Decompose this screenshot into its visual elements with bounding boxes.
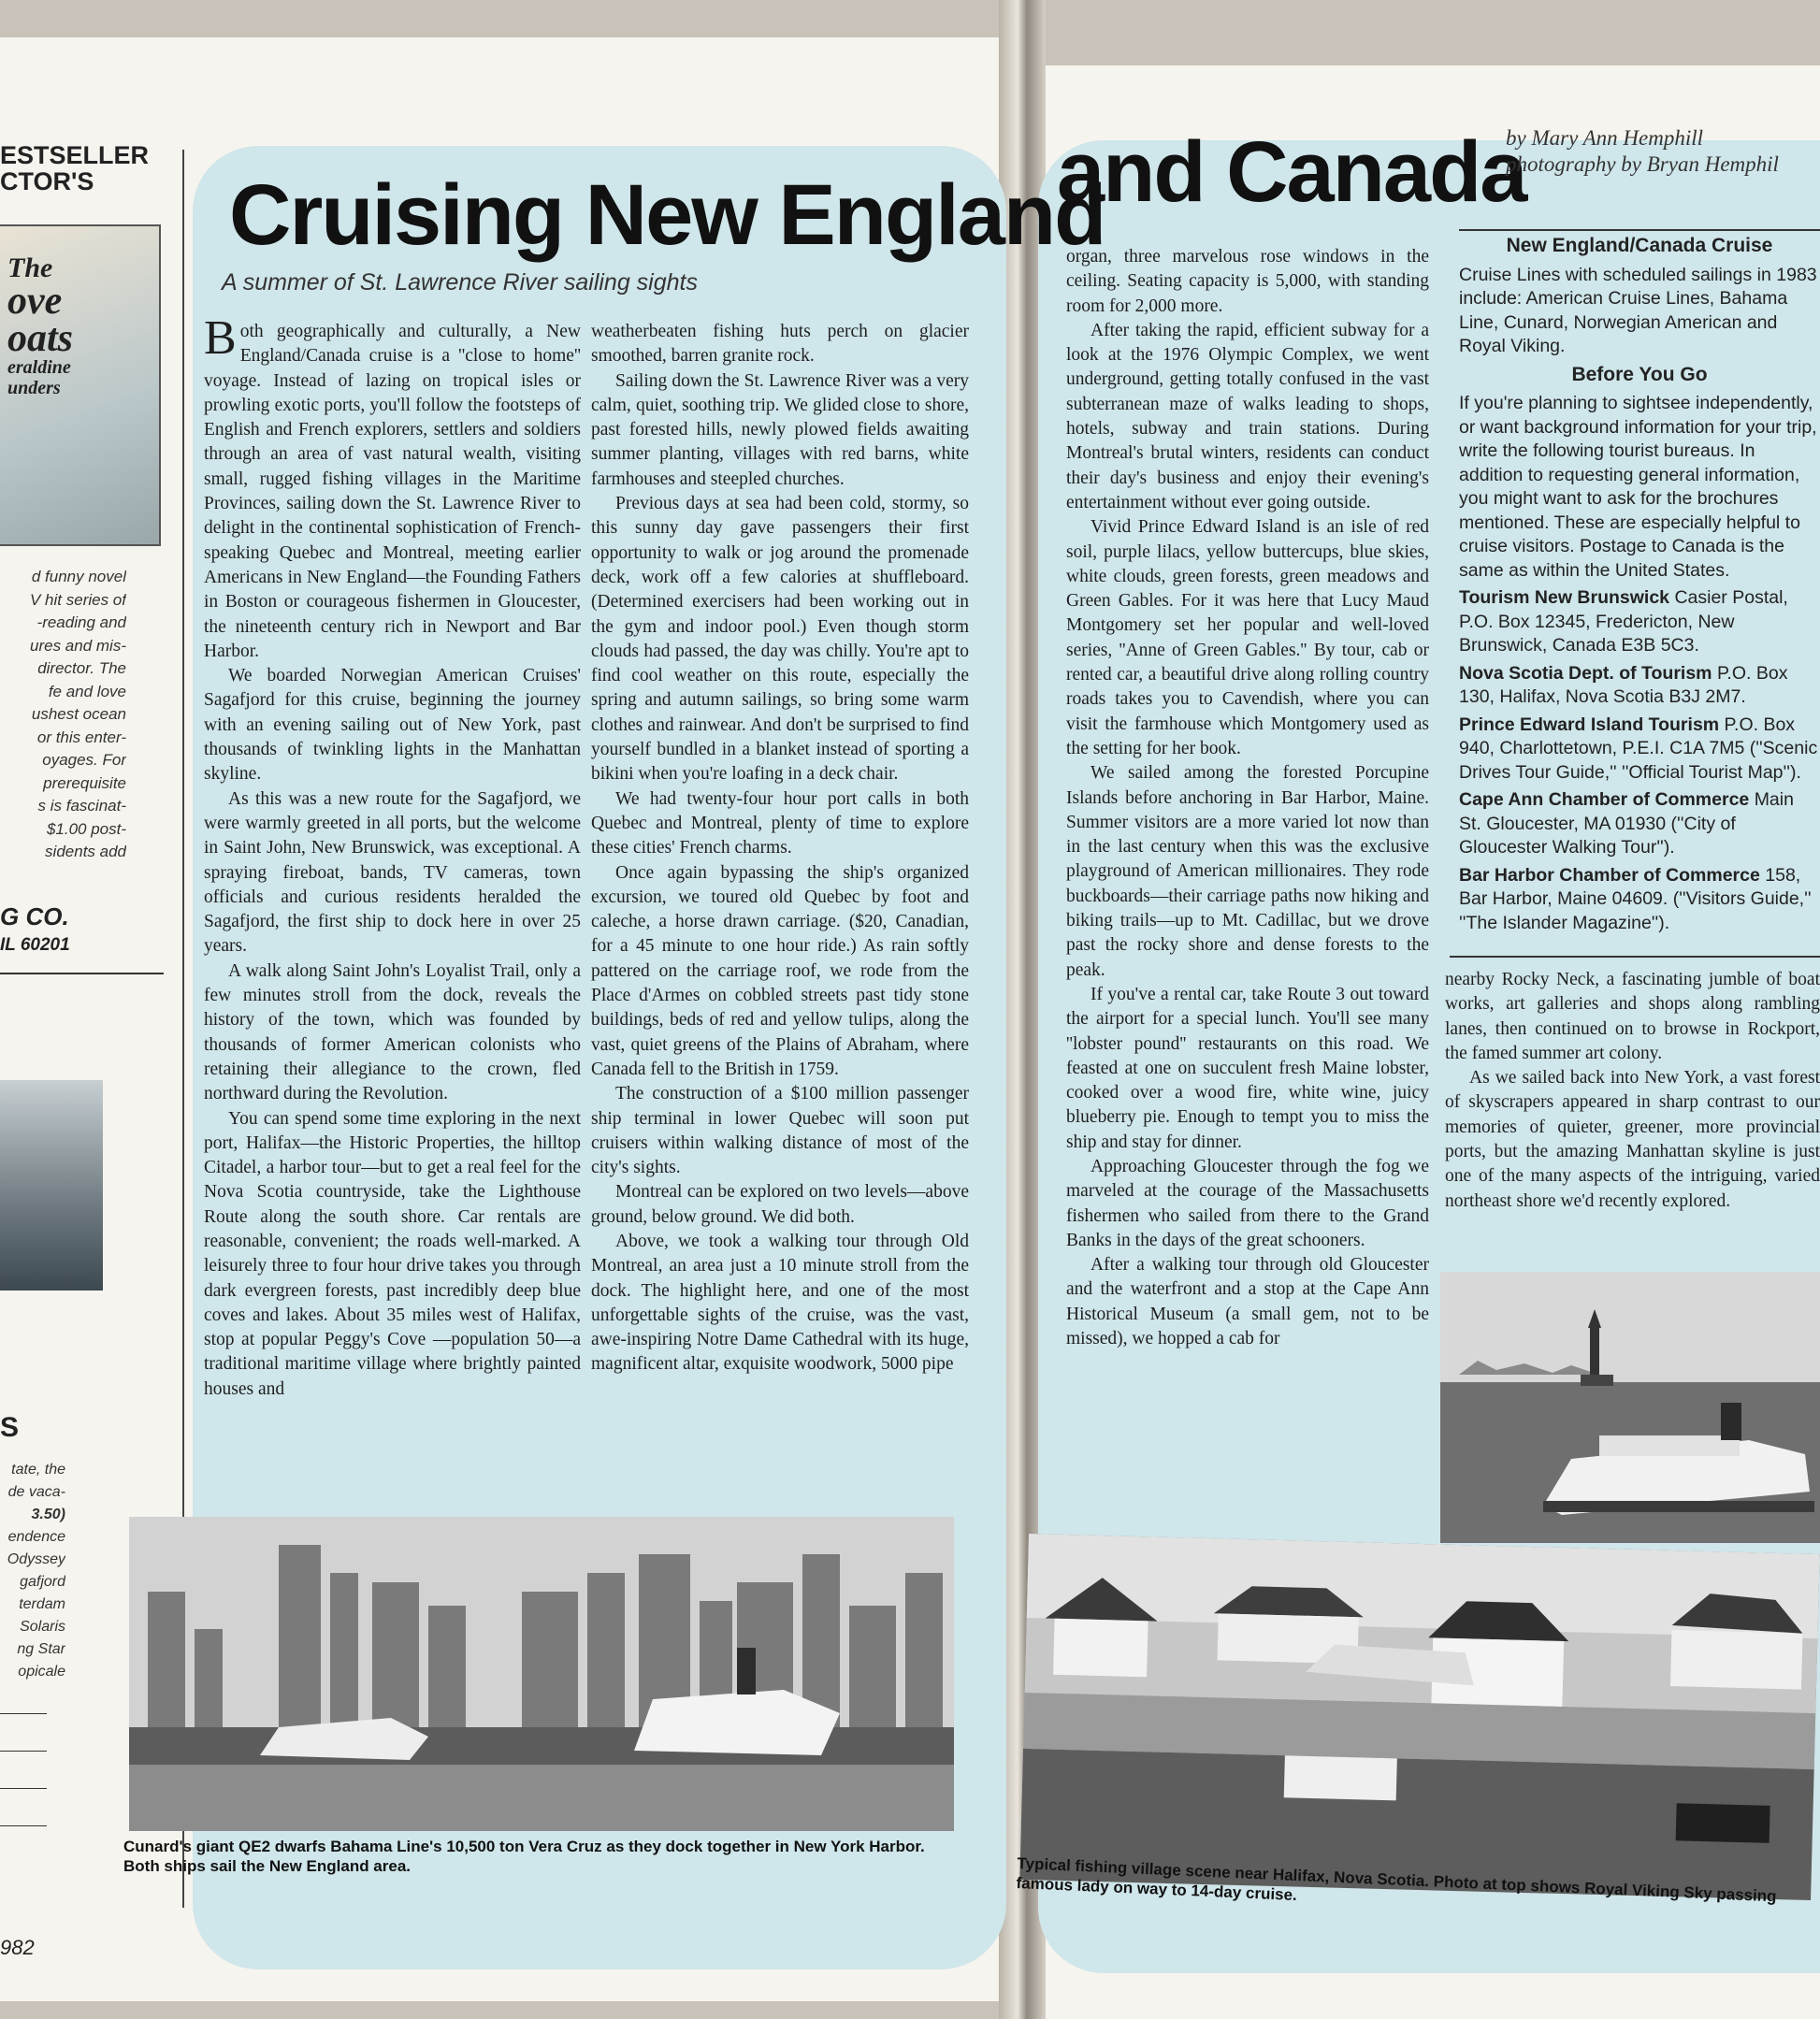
ad-blurb-line: ushest ocean <box>31 705 126 723</box>
sidebar-box <box>1459 230 1820 950</box>
ad-blurb-line: d funny novel <box>31 568 126 585</box>
paragraph: Above, we took a walking tour through Old Montreal, an area just a 10 minute stroll from the dock. The highlight here, and one of the most unforgettable sights of the cruise, was the vast, awe-inspiring Notre Dame Cathedral with its huge, magnificent altar, exquisite woodwork, 5000 pipe <box>591 1231 969 1375</box>
paragraph: Approaching Gloucester through the fog we marveled at the courage of the Massachusetts fishermen who sailed from there to the Grand Banks in the days of the great schooners. <box>1066 1156 1429 1250</box>
ad-ship-line: gafjord <box>20 1574 65 1590</box>
paragraph: We sailed among the forested Porcupine Islands before anchoring in Bar Harbor, Maine. Summer visitors are a more varied lot now than in the last century when this was the exclusive playground of American millionaires. They rode buckboards—their carriage paths now hiking and biking trails—up to Mt. Cadillac, but we drove past the rocky shore and dense forests to the peak. <box>1066 763 1429 980</box>
ad-blurb-line: -reading and <box>36 613 126 631</box>
sidebar-intro: Cruise Lines with scheduled sailings in 1983 include: American Cruise Lines, Bahama Line, Cunard, Norwegian American and Royal Viking. <box>1459 264 1817 356</box>
paragraph: Previous days at sea had been cold, stormy, so this sunny day gave passengers their first opportunity to walk or jog around the promenade deck, work off a few calories at shuffleboard. (Determined exercisers had been working out in the gym and indoor pool.) Even though storm clouds had passed, the day was chilly. You're apt to find cool weather on this route, especially the spring and autumn sailings, so bring some warm clothes and rainwear. And don't be surprised to find yourself bundled in a blanket instead of sporting a bikini when you're loafing in a deck chair. <box>591 494 969 785</box>
ad-blurb-line: prerequisite <box>43 773 126 792</box>
headline-part-2: and Canada <box>1057 124 1526 220</box>
ad-ship-line: Solaris <box>20 1619 65 1635</box>
sidebar-entry <box>1459 788 1820 860</box>
article-column-2 <box>591 320 969 1489</box>
paragraph: As we sailed back into New York, a vast forest of skyscrapers appeared in sharp contrast to our memories of quieter, greener, more provincial ports, but the amazing Manhattan skyline is just one of the many aspects of the intriguing, varied northeast shore we'd recently explored. <box>1445 1068 1820 1211</box>
article-column-3 <box>1066 245 1429 1526</box>
book-author-line-1: eraldine <box>7 357 71 378</box>
right-photo-caption: Typical fishing village scene near Halifax, Nova Scotia. Photo at top shows Royal Viking Sky passing famous lady on way to 14-day cruise. <box>1016 1853 1777 1906</box>
book-author-line-2: unders <box>7 378 61 398</box>
ad-blurb-line: oyages. For <box>42 751 126 769</box>
sidebar-entry <box>1459 662 1820 710</box>
paragraph: Vivid Prince Edward Island is an isle of red soil, purple lilacs, yellow buttercups, blue skies, white clouds, green forests, green meadows and Green Gables. For it was here that Lucy Maud Montgomery set her popular and well-loved series, ''Anne of Green Gables.'' By tour, cab or rented car, a beautiful drive along rolling country roads takes you to Cavendish, where you can visit the farmhouse which Montgomery used as the setting for her book. <box>1066 517 1429 758</box>
fishing-village-photo <box>1019 1534 1819 1900</box>
book-title-line-1: The <box>7 252 53 283</box>
ad-ship-line: opicale <box>18 1664 65 1680</box>
paragraph <box>204 320 581 664</box>
ad-ship-line: terdam <box>19 1596 65 1612</box>
entry-name: Nova Scotia Dept. of Tourism <box>1459 662 1712 684</box>
ad-ship-line: ng Star <box>17 1641 65 1657</box>
ad-ship-line: endence <box>7 1529 65 1545</box>
ad-blurb-line: fe and love <box>48 682 126 700</box>
entry-detail: 158, Bar Harbor, Maine 04609. (''Visitors Guide,'' ''The Islander Magazine''). <box>1459 864 1812 933</box>
sidebar-bottom-rule <box>1450 956 1820 958</box>
entry-name: Prince Edward Island Tourism <box>1459 714 1720 735</box>
paragraph: organ, three marvelous rose windows in the ceiling. Seating capacity is 5,000, with standing room for 2,000 more. <box>1066 247 1429 316</box>
ship-ad-image <box>0 1080 103 1291</box>
paragraph: The construction of a $100 million passenger ship terminal in lower Quebec will soon put cruisers within walking distance of most of the city's sights. <box>591 1084 969 1178</box>
paragraph: A walk along Saint John's Loyalist Trail, only a few minutes stroll from the dock, reveals the history of the town, which was founded by thousands of former American colonists who retaining their allegiance to the crown, fled northward during the Revolution. <box>204 960 581 1104</box>
statue-of-liberty-ship-photo <box>1440 1272 1820 1543</box>
ad-form-line <box>0 1713 47 1714</box>
ad-address: IL 60201 <box>0 935 70 955</box>
ad-company: G CO. <box>0 902 69 930</box>
paragraph: Montreal can be explored on two levels—above ground, below ground. We did both. <box>591 1182 969 1227</box>
ad-blurb-line: ures and mis- <box>30 636 126 655</box>
book-title-line-2: ove <box>7 280 63 323</box>
article-column-1 <box>204 320 581 1489</box>
new-york-harbor-photo <box>129 1517 954 1831</box>
ad-blurb-line: $1.00 post- <box>46 819 126 838</box>
ad-ship-list <box>0 1459 65 1683</box>
paragraph: nearby Rocky Neck, a fascinating jumble of boat works, art galleries and shops along rambling lanes, then continued on to browse in Rockport, the famed summer art colony. <box>1445 970 1820 1063</box>
paragraph: weatherbeaten fishing huts perch on glacier smoothed, barren granite rock. <box>591 322 969 367</box>
ad-section-letter: S <box>0 1412 20 1443</box>
article-subtitle: A summer of St. Lawrence River sailing sights <box>222 269 698 296</box>
sidebar-title: New England/Canada Cruise <box>1506 235 1773 256</box>
entry-name: Bar Harbor Chamber of Commerce <box>1459 864 1760 886</box>
ad-ship-line: de vaca- <box>7 1484 65 1500</box>
ad-blurb-line: director. The <box>37 659 126 677</box>
entry-detail: P.O. Box 940, Charlottetown, P.E.I. C1A 7M5 (''Scenic Drives Tour Guide,'' ''Official Tourist Map''). <box>1459 714 1818 783</box>
paragraph: We had twenty-four hour port calls in both Quebec and Montreal, plenty of time to explore these cities' French charms. <box>591 788 969 858</box>
sidebar-before-text: If you're planning to sightsee independently, or want background information for your trip, write the following tourist bureaus. In addition to requesting general information, you might want to ask for the brochures mentioned. These are especially helpful to cruise visitors. Postage to Canada is the same as within the United States. <box>1459 393 1817 581</box>
ad-blurb-line: s is fascinat- <box>37 797 126 815</box>
ad-heading-line-2: CTOR'S <box>0 167 94 195</box>
paragraph: If you've a rental car, take Route 3 out toward the airport for a special lunch. You'll see many ''lobster pound'' restaurants on this road. We feasted at one on succulent fresh Maine lobster, cooked over a wood fire, white wine, juicy blueberry pie. Enough to tempt you to miss the ship and stay for dinner. <box>1066 984 1429 1152</box>
ad-divider <box>0 973 164 974</box>
ad-form-line <box>0 1788 47 1789</box>
ad-ship-line: Odyssey <box>7 1551 65 1567</box>
page-number: 982 <box>0 1936 35 1959</box>
paragraph: As this was a new route for the Sagafjord, we were warmly greeted in all ports, but the welcome in Saint John, New Brunswick, was exceptional. A spraying fireboat, bands, TV cameras, town officials and curious residents heralded the Sagafjord, the first ship to dock here in over 25 years. <box>204 788 581 957</box>
ad-blurb-line: or this enter- <box>36 728 126 746</box>
book-title-line-3: oats <box>7 317 74 360</box>
entry-name: Cape Ann Chamber of Commerce <box>1459 789 1750 810</box>
sidebar-entry <box>1459 714 1820 786</box>
article-column-4 <box>1445 968 1820 1267</box>
left-photo-caption: Cunard's giant QE2 dwarfs Bahama Line's 10,500 ton Vera Cruz as they dock together in New York Harbor. Both ships sail the New England area. <box>123 1838 925 1875</box>
headline-part-1: Cruising New England <box>229 167 1105 263</box>
sidebar-subtitle: Before You Go <box>1571 363 1708 385</box>
paragraph: Once again bypassing the ship's organized excursion, we toured old Quebec by foot and caleche, a horse drawn carriage. ($20, Canadian, for a 45 minute to one hour ride.) As rain softly pattered on the carriage roof, we rode from the Place d'Armes on cobbled streets past tidy stone buildings, beds of red and yellow tulips, along the vast, quiet greens of the Plains of Abraham, where Canada fell to the British in 1759. <box>591 862 969 1079</box>
ad-blurb <box>0 566 126 864</box>
paragraph: After a walking tour through old Gloucester and the waterfront and a stop at the Cape Ann Historical Museum (a small gem, not to be missed), we hopped a cab for <box>1066 1255 1429 1349</box>
byline-photographer: photography by Bryan Hemphil <box>1506 152 1779 176</box>
ad-ship-line: tate, the <box>11 1462 65 1478</box>
drop-cap: B <box>204 320 237 365</box>
entry-name: Tourism New Brunswick <box>1459 587 1670 608</box>
ad-form-line <box>0 1825 47 1826</box>
byline-author: by Mary Ann Hemphill <box>1506 126 1704 150</box>
sidebar-entry <box>1459 586 1820 658</box>
paragraph: Sailing down the St. Lawrence River was a very calm, quiet, soothing trip. We glided close to shore, past forested hills, newly plowed fields awaiting summer planting, villages with red barns, white farmhouses and steepled churches. <box>591 370 969 489</box>
paragraph: You can spend some time exploring in the next port, Halifax—the Historic Properties, the hilltop Citadel, a harbor tour—but to get a real feel for the Nova Scotia countryside, take the Lighthouse Route along the south shore. Car rentals are reasonable, convenient; the roads well-marked. A leisurely three to four hour drive takes you through dark evergreen forests, past incredibly deep blue coves and lakes. About 35 miles west of Halifax, stop at popular Peggy's Cove —population 50—a traditional maritime village where brightly painted houses and <box>204 1108 581 1399</box>
sidebar-entry <box>1459 864 1820 936</box>
byline <box>1506 125 1779 178</box>
paragraph: We boarded Norwegian American Cruises' Sagafjord for this cruise, beginning the journey with an evening sailing out of New York, past thousands of twinkling lights in the Manhattan skyline. <box>204 666 581 785</box>
entry-detail: P.O. Box 130, Halifax, Nova Scotia B3J 2M7. <box>1459 662 1788 707</box>
book-cover-image <box>0 224 161 546</box>
ad-heading-line-1: ESTSELLER <box>0 141 150 169</box>
ad-ship-line: 3.50) <box>31 1507 65 1522</box>
ad-blurb-line: V hit series of <box>30 590 126 609</box>
ad-blurb-line: sidents add <box>45 843 126 860</box>
entry-detail: Main St. Gloucester, MA 01930 (''City of Gloucester Walking Tour''). <box>1459 789 1794 858</box>
ad-form-line <box>0 1751 47 1752</box>
ad-heading <box>0 142 149 195</box>
paragraph: After taking the rapid, efficient subway for a look at the 1976 Olympic Complex, we went underground, getting totally confused in the vast subterranean maze of walks leading to shops, hotels, subway and train stations. During Montreal's brutal winters, residents can conduct their day's business and enjoy their evening's entertainment without ever going outside. <box>1066 320 1429 512</box>
entry-detail: Casier Postal, P.O. Box 12345, Fredericton, New Brunswick, Canada E3B 5C3. <box>1459 587 1788 656</box>
paragraph-text: oth geographically and culturally, a New England/Canada cruise is a ''close to home'' voyage. Instead of lazing on tropical isles or prowling exotic ports, you'll follow the footsteps of English and French explorers, settlers and soldiers through an area of vast natural wealth, visiting small, rugged fishing villages in the Maritime Provinces, sailing down the St. Lawrence River to delight in the continental sophistication of French-speaking Quebec and Montreal, meeting earlier Americans in New England—the Founding Fathers in Boston or courageous fishermen in Gloucester, the nineteenth century rich in Newport and Bar Harbor. <box>204 322 581 661</box>
